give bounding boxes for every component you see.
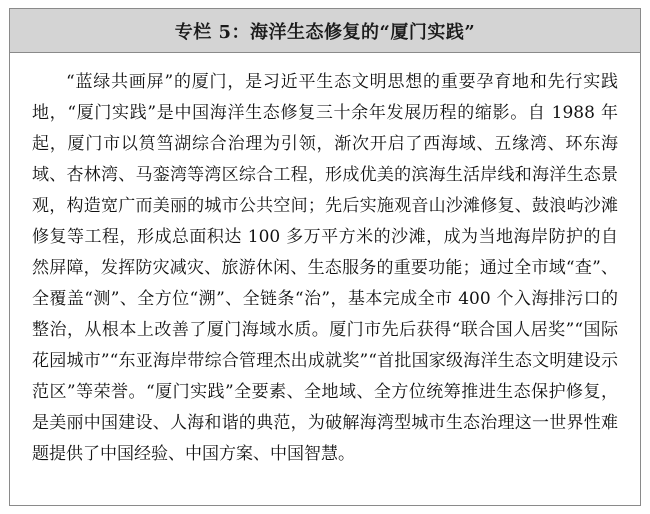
box-body bbox=[10, 53, 640, 505]
box-title-bar bbox=[10, 9, 640, 53]
body-paragraph: “蓝绿共画屏”的厦门，是习近平生态文明思想的重要孕育地和先行实践地，“厦门实践”是中国海洋生态修复三十余年发展历程的缩影。自 1988 年起，厦门市以筼筜湖综合治理为引领，渐次开启了西海域、五缘湾、环东海域、杏林湾、马銮湾等湾区综合工程，形成优美的滨海生活岸线和海洋生态景观，构造宽广而美丽的城市公共空间；先后实施观音山沙滩修复、鼓浪屿沙滩修复等工程，形成总面积达 100 多万平方米的沙滩，成为当地海岸防护的自然屏障，发挥防灾减灾、旅游休闲、生态服务的重要功能；通过全市域“查”、全覆盖“测”、全方位“溯”、全链条“治”，基本完成全市 400 个入海排污口的整治，从根本上改善了厦门海域水质。厦门市先后获得“联合国人居奖”“国际花园城市”“东亚海岸带综合管理杰出成就奖”“首批国家级海洋生态文明建设示范区”等荣誉。“厦门实践”全要素、全地域、全方位统筹推进生态保护修复，是美丽中国建设、人海和谐的典范，为破解海湾型城市生态治理这一世界性难题提供了中国经验、中国方案、中国智慧。 bbox=[32, 72, 618, 464]
text-box-panel bbox=[9, 8, 641, 506]
box-title: 专栏 5：海洋生态修复的“厦门实践” bbox=[174, 21, 476, 43]
